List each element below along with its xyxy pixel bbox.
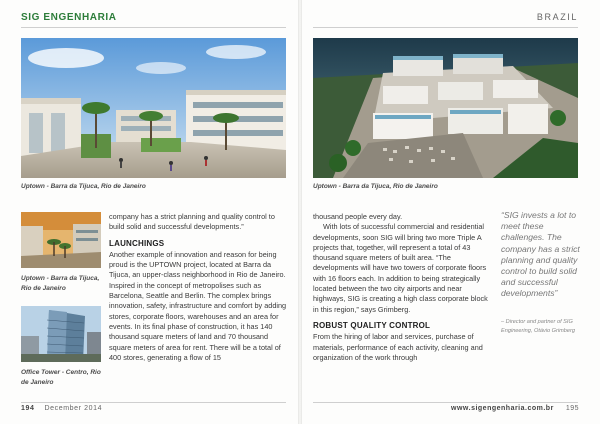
photo-caption: Uptown - Barra da Tijuca, Rio de Janeiro bbox=[21, 275, 100, 292]
paragraph: With lots of successful commercial and residential developments, soon SIG will bring two more Triple A projects that, together, will represent a total of 43 thousand square meters of built area. “The developments will have two towers of corporate floors with 16 floors each. In addition to being strategically located between the two city airports and near highways, SIG is creating a high class corporate block in this region,” says Grimberg. bbox=[313, 222, 488, 314]
header-rule-right bbox=[313, 27, 578, 28]
website-url[interactable]: www.sigengenharia.com.br bbox=[451, 405, 554, 412]
footer-rule-right bbox=[313, 402, 578, 403]
page-number: 194 bbox=[21, 405, 35, 412]
pull-quote: “SIG invests a lot to meet these challenges. The company has a strict planning and quality control to build solid and successful developments” bbox=[501, 210, 580, 299]
issue-date: December 2014 bbox=[44, 405, 103, 412]
paragraph: company has a strict planning and quality control to build solid and successful developments.” bbox=[109, 212, 275, 232]
country-label: BRAZIL bbox=[536, 12, 578, 22]
photo-caption: Office Tower - Centro, Rio de Janeiro bbox=[21, 369, 101, 386]
footer-rule-left bbox=[21, 402, 286, 403]
paragraph: From the hiring of labor and services, purchase of materials, performance of each activity, cleaning and organization of the work through bbox=[313, 332, 483, 362]
uptown-aerial-photo bbox=[313, 38, 578, 178]
article-column-2 bbox=[313, 212, 491, 363]
office-tower-photo bbox=[21, 306, 101, 362]
page-number: 195 bbox=[565, 405, 579, 412]
section-heading: ROBUST QUALITY CONTROL bbox=[313, 320, 431, 330]
header-rule-left bbox=[21, 27, 286, 28]
article-column-1 bbox=[109, 212, 287, 363]
section-heading: LAUNCHINGS bbox=[109, 238, 165, 248]
uptown-thumbnail-photo bbox=[21, 212, 101, 268]
pull-quote-attribution: – Director and partner of SIG Engineering, Otávio Grimberg bbox=[501, 319, 575, 334]
footer-left bbox=[21, 405, 102, 412]
paragraph: Another example of innovation and reason for being proud is the UPTOWN project, located at Barra da Tijuca, an upper-class neighborhood in Rio de Janeiro. Inspired in the concept of metropolises such as Barcelona, Seattle and Berlin. The complex brings innovation, safety, infrastructure and comfort by adding stores, corporate floors, warehouses and an area for events. In its final phase of construction, it has 140 thousand square meters of land and 70 thousand square meters of area for rent. There will be a total of 400 stores, generating a flow of 15 bbox=[109, 249, 287, 362]
photo-caption: Uptown - Barra da Tijuca, Rio de Janeiro bbox=[313, 183, 438, 190]
page-gutter bbox=[298, 0, 302, 424]
uptown-street-photo bbox=[21, 38, 286, 178]
publication-section-title: SIG ENGENHARIA bbox=[21, 12, 117, 23]
photo-caption: Uptown - Barra da Tijuca, Rio de Janeiro bbox=[21, 183, 146, 190]
paragraph: thousand people every day. bbox=[313, 212, 403, 221]
footer-right bbox=[451, 405, 579, 412]
